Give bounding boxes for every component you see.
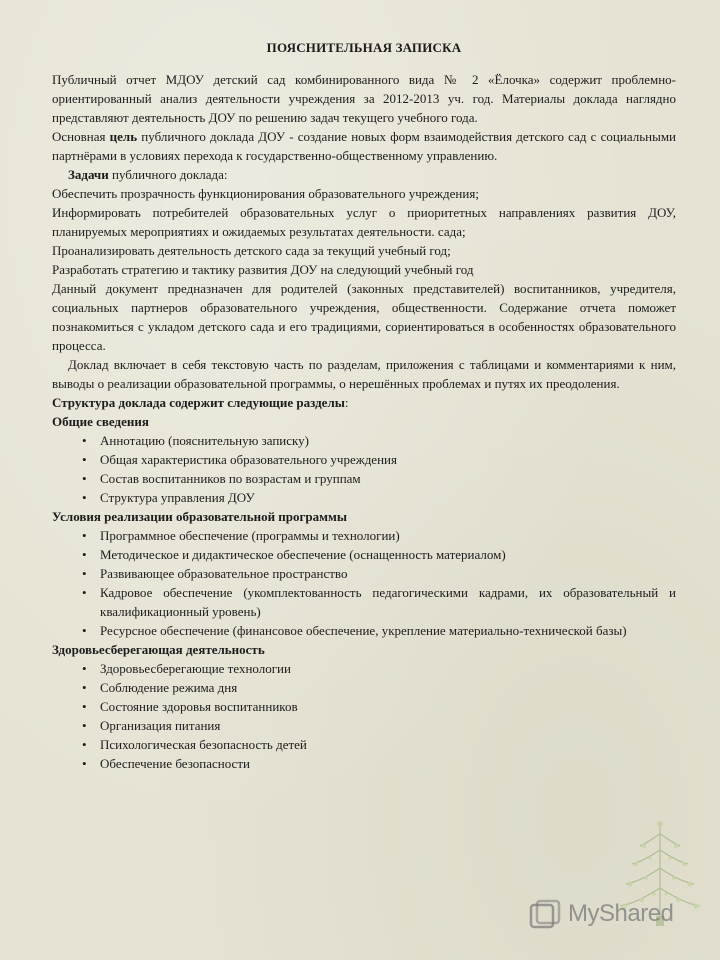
task-analyze: Проанализировать деятельность детского сада за текущий учебный год; [52, 243, 451, 258]
list-item [82, 735, 676, 754]
report-contents-paragraph: Доклад включает в себя текстовую часть по разделам, приложения с таблицами и комментариями к ним, выводы о реализации образовательной программы, о нерешённых проблемах и путях их преодоления. [52, 357, 676, 391]
document-page [52, 40, 676, 773]
bullet: • [82, 623, 87, 638]
intro-paragraph: Публичный отчет МДОУ детский сад комбинированного вида № 2 «Ёлочка» содержит проблемно-ориентированный анализ деятельности учреждения за 2012-2013 уч. год. Материалы доклада наглядно представляют деятельность ДОУ по решению задач текущего учебного года. [52, 72, 676, 125]
list-item-text: Развивающее образовательное пространство [100, 566, 348, 581]
tasks-keyword: Задачи [68, 167, 109, 182]
list-item [82, 583, 676, 621]
goal-pre: Основная [52, 129, 110, 144]
list-item [82, 545, 676, 564]
structure-heading [52, 393, 676, 412]
list-item-text: Организация питания [100, 718, 221, 733]
goal-post: публичного доклада ДОУ - создание новых форм взаимодействия детского сад с социальными партнёрами в условиях перехода к государственно-общественному управлению. [52, 129, 677, 163]
list-item [82, 469, 676, 488]
bullet: • [82, 452, 87, 467]
list-item-text: Здоровьесберегающие технологии [100, 661, 291, 676]
bullet: • [82, 680, 87, 695]
list-item [82, 564, 676, 583]
page-title: ПОЯСНИТЕЛЬНАЯ ЗАПИСКА [266, 40, 462, 55]
list-item-text: Ресурсное обеспечение (финансовое обеспечение, укрепление материально-технической базы) [100, 623, 627, 638]
section-health-list [52, 659, 676, 773]
list-item [82, 754, 676, 773]
list-item [82, 678, 676, 697]
section-health-heading: Здоровьесберегающая деятельность [52, 642, 265, 657]
bullet: • [82, 547, 87, 562]
list-item-text: Методическое и дидактическое обеспечение (оснащенность материалом) [100, 547, 506, 562]
section-conditions-list [52, 526, 676, 640]
list-item-text: Соблюдение режима дня [100, 680, 238, 695]
list-item [82, 621, 676, 640]
tasks-post: публичного доклада: [108, 167, 228, 182]
bullet: • [82, 661, 87, 676]
list-item [82, 431, 676, 450]
list-item [82, 697, 676, 716]
list-item-text: Кадровое обеспечение (укомплектованность педагогическими кадрами, их образовательный и квалификационный уровень) [100, 585, 676, 619]
section-general-list [52, 431, 676, 507]
list-item [82, 488, 676, 507]
goal-keyword: цель [109, 129, 138, 144]
list-item [82, 659, 676, 678]
bullet: • [82, 756, 87, 771]
list-item-text: Психологическая безопасность детей [100, 737, 307, 752]
list-item-text: Структура управления ДОУ [100, 490, 255, 505]
bullet: • [82, 433, 87, 448]
bullet: • [82, 566, 87, 581]
watermark-logo-icon [528, 898, 562, 932]
section-conditions-heading: Условия реализации образовательной программы [52, 509, 348, 524]
list-item-text: Аннотацию (пояснительную записку) [100, 433, 309, 448]
list-item [82, 450, 676, 469]
bullet: • [82, 490, 87, 505]
section-general-heading: Общие сведения [52, 414, 149, 429]
list-item-text: Обеспечение безопасности [100, 756, 250, 771]
task-transparency: Обеспечить прозрачность функционирования образовательного учреждения; [52, 186, 479, 201]
list-item-text: Программное обеспечение (программы и технологии) [100, 528, 400, 543]
watermark-text: MyShared [568, 900, 674, 927]
list-item-text: Состав воспитанников по возрастам и группам [100, 471, 361, 486]
bullet: • [82, 699, 87, 714]
task-strategy: Разработать стратегию и тактику развития ДОУ на следующий учебный год [52, 262, 474, 277]
bullet: • [82, 737, 87, 752]
audience-paragraph: Данный документ предназначен для родителей (законных представителей) воспитанников, учредителя, социальных партнеров образовательного учреждения, общественности. Содержание отчета поможет познакомиться с укладом детского сада и его традициями, сориентироваться в особенностях образовательного процесса. [52, 281, 676, 353]
list-item-text: Состояние здоровья воспитанников [100, 699, 298, 714]
bullet: • [82, 528, 87, 543]
task-inform: Информировать потребителей образовательных услуг о приоритетных направлениях развития ДОУ, планируемых мероприятиях и ожидаемых результатах деятельности. сада; [52, 205, 676, 239]
bullet: • [82, 585, 87, 600]
goal-paragraph [52, 127, 676, 165]
bullet: • [82, 471, 87, 486]
list-item-text: Общая характеристика образовательного учреждения [100, 452, 397, 467]
structure-heading-text: Структура доклада содержит следующие разделы [52, 395, 345, 410]
watermark [528, 898, 698, 934]
tasks-paragraph [52, 165, 676, 184]
structure-heading-colon: : [344, 395, 349, 410]
list-item [82, 716, 676, 735]
list-item [82, 526, 676, 545]
bullet: • [82, 718, 87, 733]
